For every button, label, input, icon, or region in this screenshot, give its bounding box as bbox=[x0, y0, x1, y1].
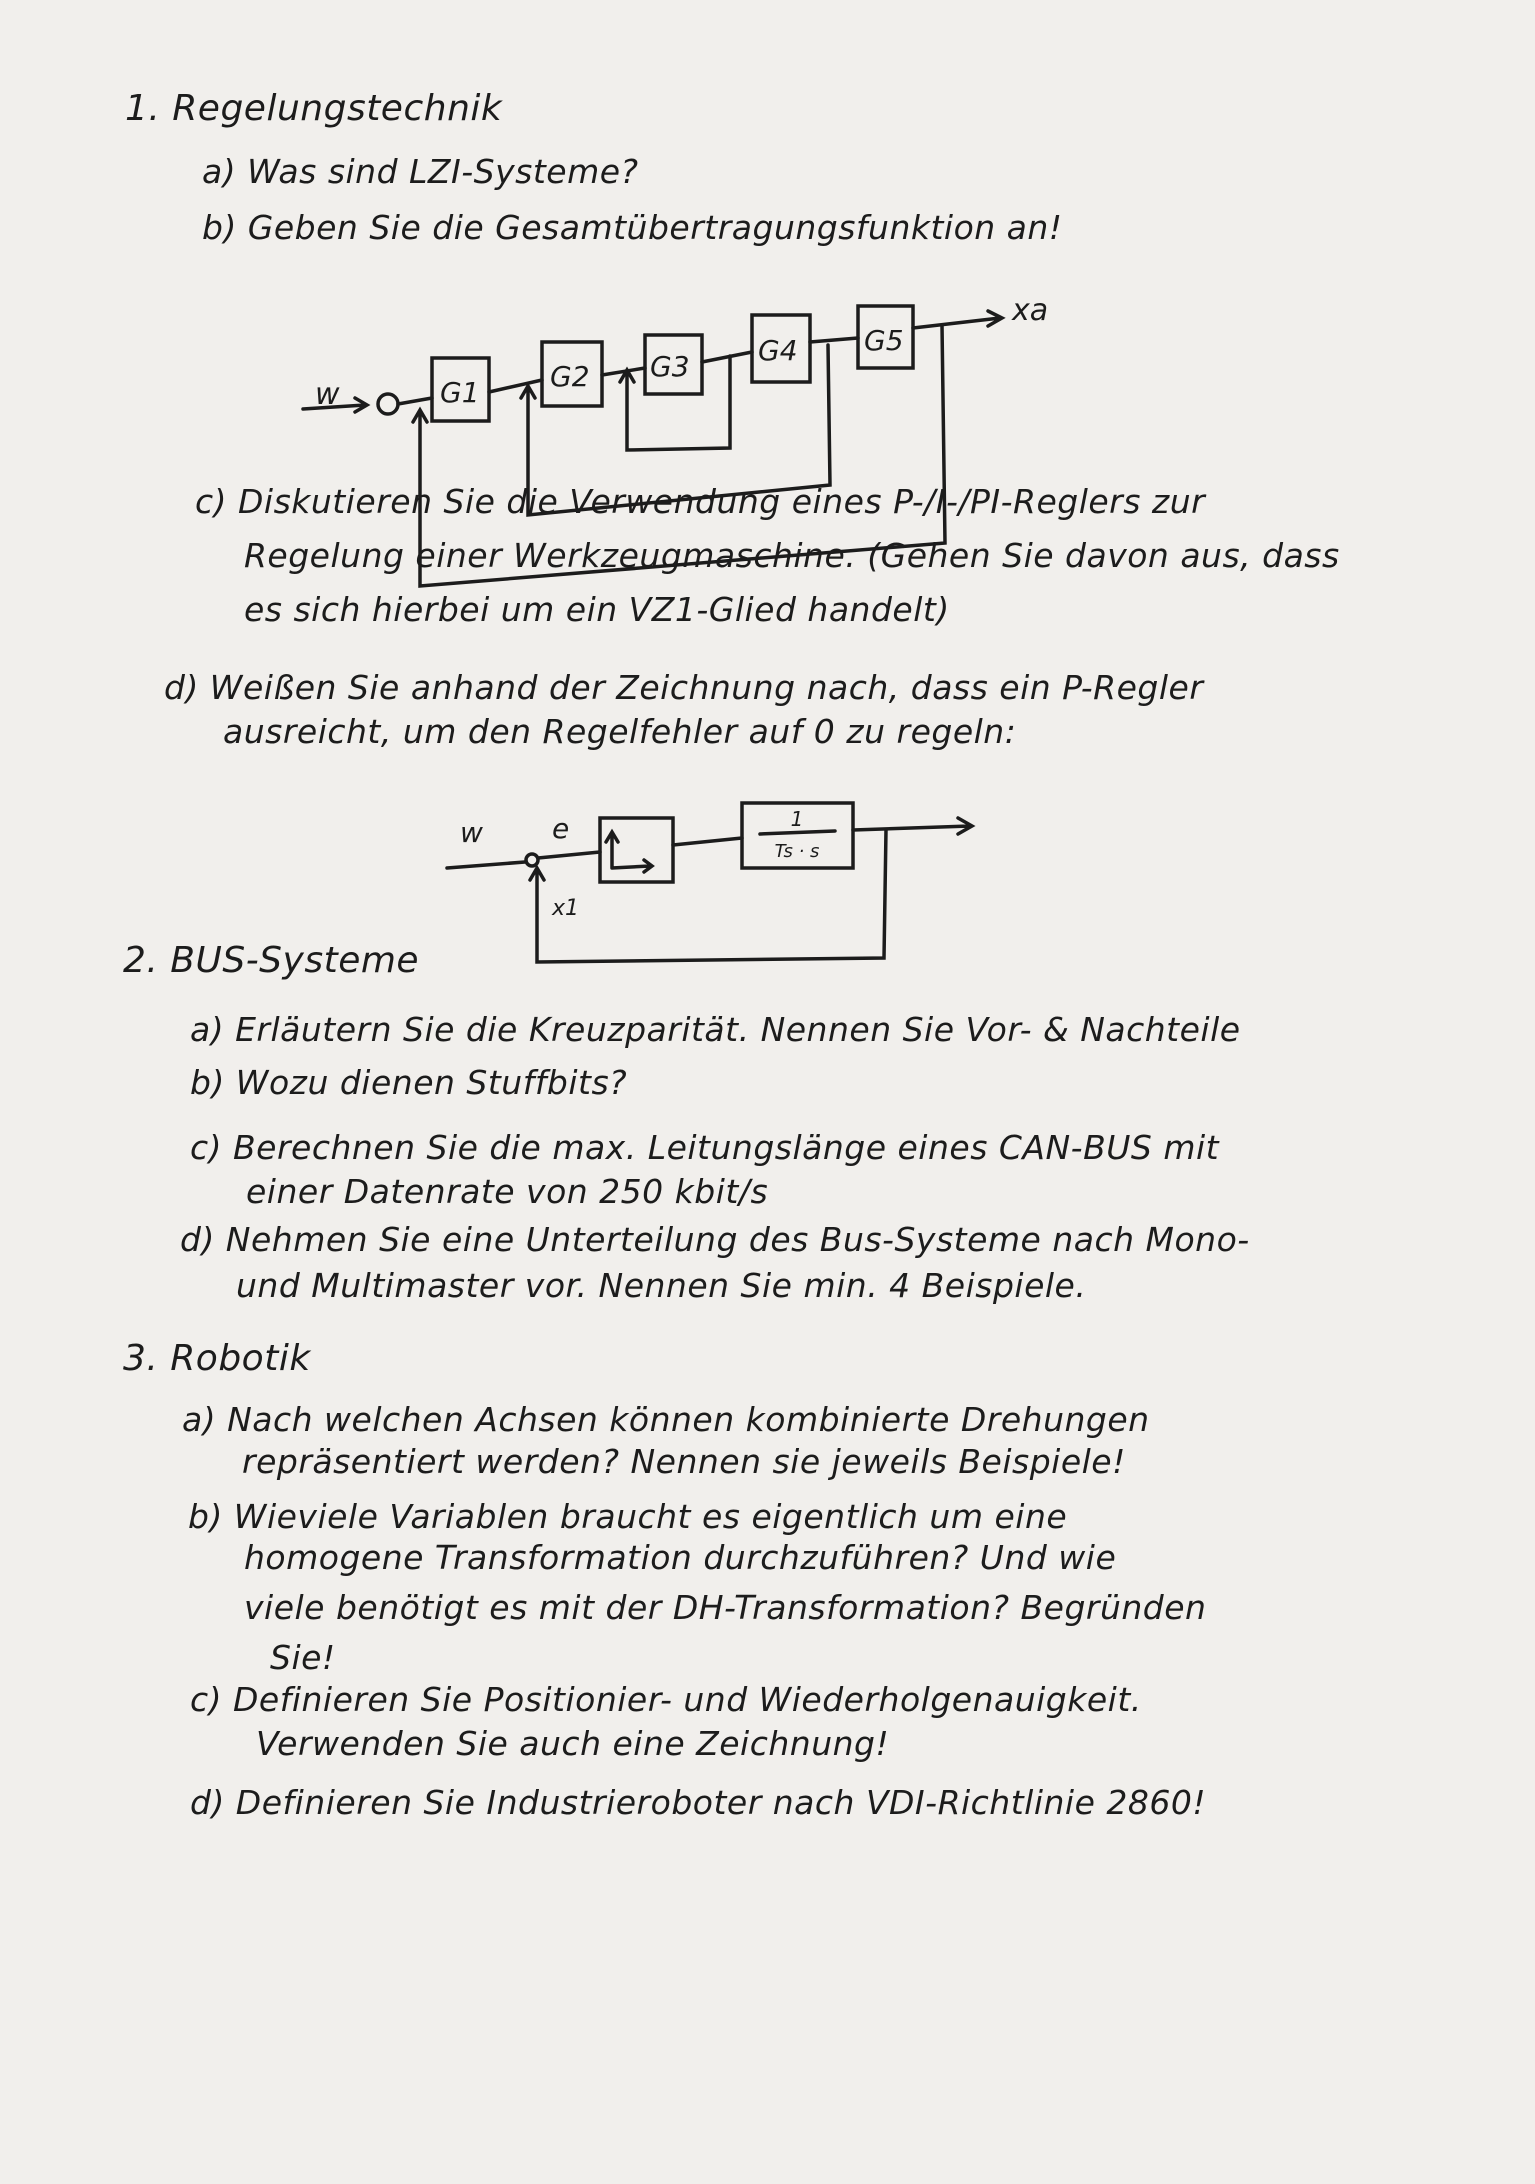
question-text: c) Diskutieren Sie die Verwendung eines P-/I-/PI-Reglers zur bbox=[195, 482, 1206, 521]
question-text: repräsentiert werden? Nennen sie jeweils Beispiele! bbox=[242, 1442, 1126, 1481]
input-label-w: w bbox=[315, 377, 340, 412]
question-text: c) Berechnen Sie die max. Leitungslänge eines CAN-BUS mit bbox=[190, 1128, 1220, 1167]
block-label: G1 bbox=[440, 376, 480, 409]
block-label: G5 bbox=[864, 324, 904, 357]
question-text: und Multimaster vor. Nennen Sie min. 4 Beispiele. bbox=[236, 1266, 1087, 1305]
question-text: Regelung einer Werkzeugmaschine. (Gehen Sie davon aus, dass bbox=[244, 536, 1340, 575]
summing-junction bbox=[378, 394, 398, 414]
question-text: einer Datenrate von 250 kbit/s bbox=[246, 1172, 769, 1211]
summing-junction bbox=[526, 854, 538, 866]
question-text: a) Erläutern Sie die Kreuzparität. Nennen Sie Vor- & Nachteile bbox=[190, 1010, 1241, 1049]
question-text: c) Definieren Sie Positionier- und Wiederholgenauigkeit. bbox=[190, 1680, 1142, 1719]
question-text: a) Was sind LZI-Systeme? bbox=[202, 152, 639, 191]
block-label: G2 bbox=[550, 360, 590, 393]
step-response-icon bbox=[606, 832, 652, 872]
question-text: Sie! bbox=[270, 1638, 336, 1677]
question-text: es sich hierbei um ein VZ1-Glied handelt) bbox=[244, 590, 950, 629]
question-text: ausreicht, um den Regelfehler auf 0 zu regeln: bbox=[223, 712, 1017, 751]
block-label: G3 bbox=[650, 350, 690, 383]
question-text: d) Weißen Sie anhand der Zeichnung nach, dass ein P-Regler bbox=[164, 668, 1204, 707]
question-text: b) Wozu dienen Stuffbits? bbox=[190, 1063, 628, 1102]
question-text: d) Definieren Sie Industrieroboter nach VDI-Richtlinie 2860! bbox=[190, 1783, 1207, 1822]
block-label: G4 bbox=[758, 334, 798, 367]
question-text: a) Nach welchen Achsen können kombinierte Drehungen bbox=[182, 1400, 1150, 1439]
feedback-label-x1: x1 bbox=[552, 896, 580, 921]
error-label-e: e bbox=[552, 812, 570, 845]
question-text: b) Geben Sie die Gesamtübertragungsfunktion an! bbox=[202, 208, 1063, 247]
section-title: 3. Robotik bbox=[123, 1338, 311, 1379]
transfer-denominator: Ts · s bbox=[774, 841, 820, 862]
question-text: b) Wieviele Variablen braucht es eigentlich um eine bbox=[188, 1497, 1068, 1536]
question-text: homogene Transformation durchzuführen? Und wie bbox=[244, 1538, 1117, 1577]
question-text: viele benötigt es mit der DH-Transformation? Begründen bbox=[244, 1588, 1207, 1627]
transfer-numerator: 1 bbox=[790, 807, 804, 831]
section-title: 1. Regelungstechnik bbox=[125, 88, 503, 129]
question-text: d) Nehmen Sie eine Unterteilung des Bus-Systeme nach Mono- bbox=[180, 1220, 1250, 1259]
output-label-xa: xa bbox=[1012, 293, 1049, 328]
diagram2-lines bbox=[447, 803, 972, 962]
section-title: 2. BUS-Systeme bbox=[123, 940, 420, 981]
question-text: Verwenden Sie auch eine Zeichnung! bbox=[256, 1724, 890, 1763]
input-label-w: w bbox=[460, 816, 483, 849]
